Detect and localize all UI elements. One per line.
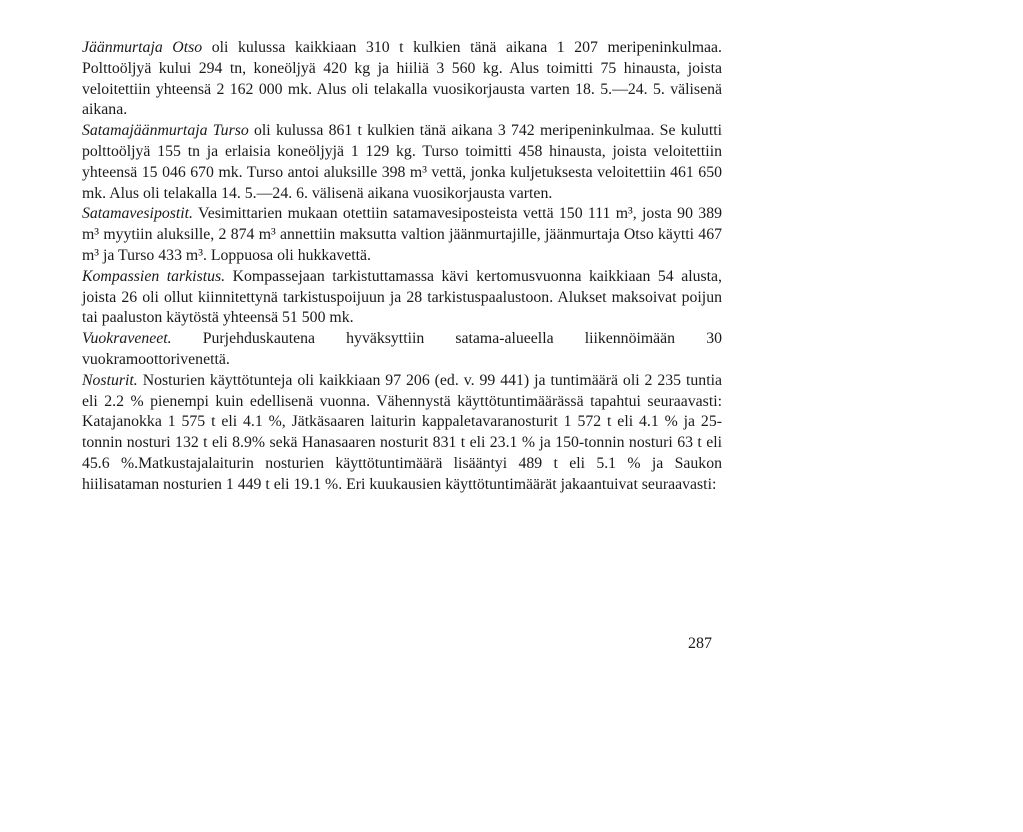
paragraph-text: Purjehduskautena hyväksyttiin satama-alueella liikennöimään 30 vuokramoottorivenettä.	[82, 330, 722, 368]
paragraph-kompassien-tarkistus	[82, 267, 722, 329]
paragraph-nosturit	[82, 371, 722, 496]
paragraph-vuokraveneet	[82, 329, 722, 371]
paragraph-heading: Jäänmurtaja Otso	[82, 39, 203, 56]
paragraph-heading: Satamajäänmurtaja Turso	[82, 122, 249, 140]
paragraph-otso	[82, 38, 722, 121]
paragraph-text: oli kulussa kaikkiaan 310 t kulkien tänä aikana 1 207 meripeninkulmaa. Polttoöljyä kului 294 tn, koneöljyä 420 kg ja hiiliä 3 560 kg. Alus toimitti 75 hinausta, joista veloitettiin yhteensä 2 162 000 mk. Alus oli telakalla vuosikorjausta varten 18. 5.—24. 5. välisenä aikana.	[82, 39, 722, 119]
page-number: 287	[688, 635, 712, 652]
paragraph-heading: Nosturit.	[82, 371, 138, 389]
paragraph-text: Kompassejaan tarkistuttamassa kävi kertomusvuonna kaikkiaan 54 alusta, joista 26 oli ollut kiinnitettynä tarkistuspoijuun ja 28 tarkistuspaalustoon. Alukset maksoivat poijun tai paaluston käytöstä yhteensä 51 500 mk.	[82, 267, 722, 327]
paragraph-turso	[82, 121, 722, 204]
paragraph-text: Nosturien käyttötunteja oli kaikkiaan 97 206 (ed. v. 99 441) ja tuntimäärä oli 2 235 tuntia eli 2.2 % pienempi kuin edellisenä vuonna. Vähennystä käyttötuntimäärässä tapahtui seuraavasti: Katajanokka 1 575 t eli 4.1 %, Jätkäsaaren laiturin kappaletavaranosturit 1 572 t eli 4.1 % ja 25-tonnin nosturi 132 t eli 8.9% sekä Hanasaaren nosturit 831 t eli 23.1 % ja 150-tonnin nosturi 63 t eli 45.6 %.Matkustajalaiturin nosturien käyttötuntimäärä lisääntyi 489 t eli 5.1 % ja Saukon hiilisataman nosturien 1 449 t eli 19.1 %. Eri kuukausien käyttötuntimäärät jakaantuivat seuraavasti:	[82, 371, 722, 493]
paragraph-heading: Kompassien tarkistus.	[82, 267, 226, 285]
document-body	[82, 38, 722, 496]
paragraph-heading: Vuokraveneet.	[82, 330, 172, 348]
paragraph-heading: Satamavesipostit.	[82, 205, 194, 223]
paragraph-text: oli kulussa 861 t kulkien tänä aikana 3 742 meripeninkulmaa. Se kulutti polttoöljyä 155 tn ja erlaisia koneöljyjä 1 129 kg. Turso toimitti 458 hinausta, joista veloitettiin yhteensä 15 046 670 mk. Turso antoi aluksille 398 m³ vettä, jonka kuljetuksesta veloitettiin 461 650 mk. Alus oli telakalla 14. 5.—24. 6. välisenä aikana vuosikorjausta varten.	[82, 122, 722, 202]
paragraph-text: Vesimittarien mukaan otettiin satamavesiposteista vettä 150 111 m³, josta 90 389 m³ myytiin aluksille, 2 874 m³ annettiin maksutta valtion jäänmurtajille, jäänmurtaja Otso käytti 467 m³ ja Turso 433 m³. Loppuosa oli hukkavettä.	[82, 205, 722, 264]
paragraph-satamavesipostit	[82, 204, 722, 266]
